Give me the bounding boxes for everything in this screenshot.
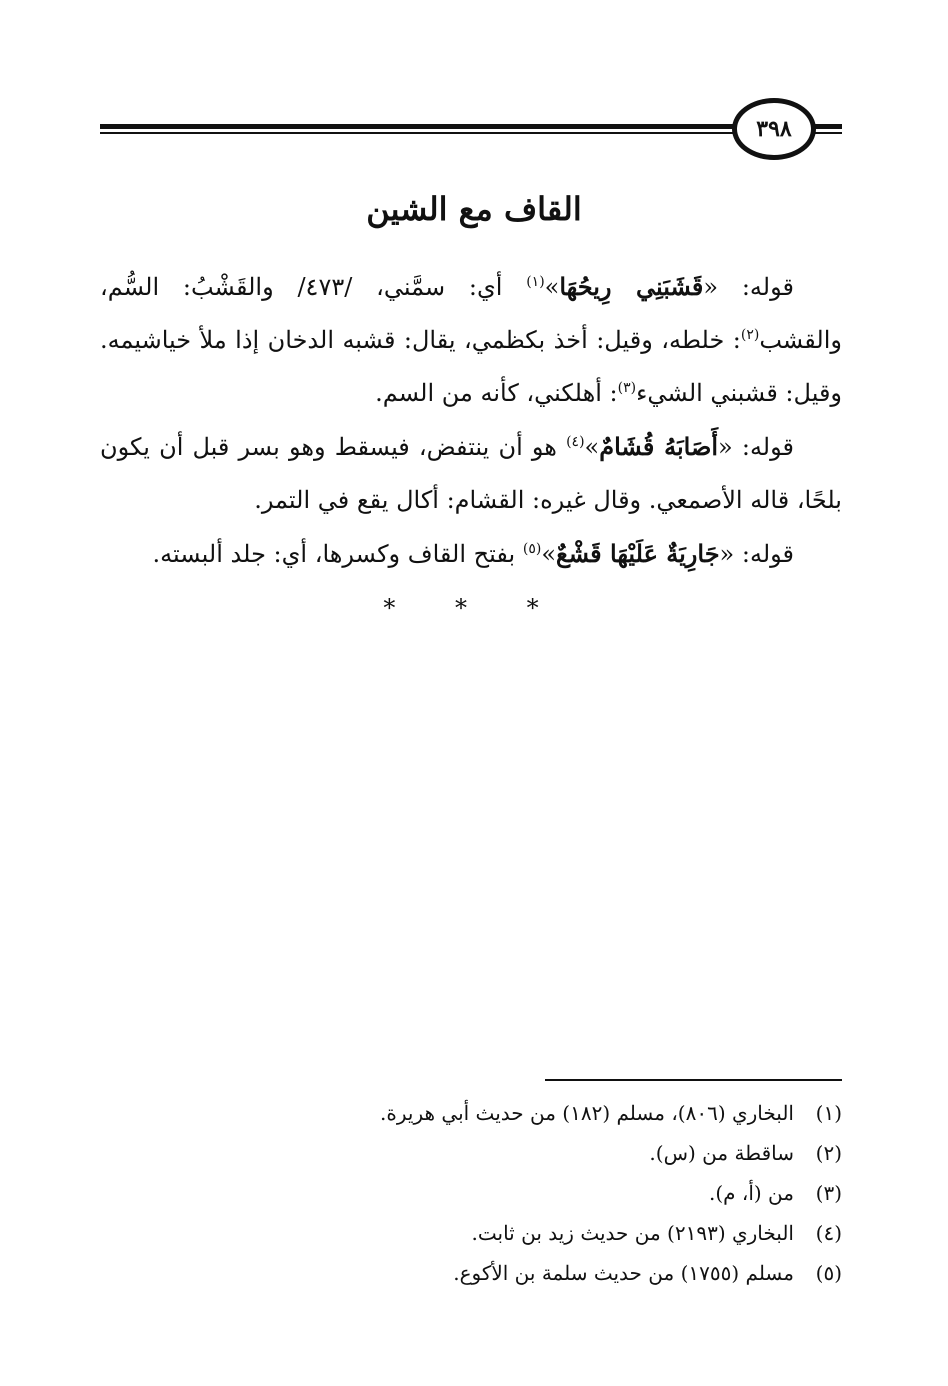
footnote-item [300,1253,842,1293]
entry-lead: قوله: « [719,540,794,568]
footnote-text: البخاري (٢١٩٣) من حديث زيد بن ثابت. [471,1221,794,1245]
footnote-number: (٣) [815,1181,842,1205]
entry-qusham [100,420,842,527]
footnote-divider [545,1079,842,1081]
section-separator: * * * [383,594,565,622]
page-number-badge [732,98,816,160]
entry-quote-close: » [584,433,600,461]
footnote-text: مسلم (١٧٥٥) من حديث سلمة بن الأكوع. [453,1261,794,1285]
entry-text: هو أن ينتفض، فيسقط وهو بسر قبل أن يكون بلحًا، قاله الأصمعي. وقال غيره: القشام: أكال يقع في التمر. [100,433,842,514]
footnote-number: (٥) [815,1261,842,1285]
footnote-text: ساقطة من (س). [649,1141,794,1165]
footnote-text: من (أ، م). [708,1181,794,1205]
footnote-ref[interactable]: (٢) [740,327,760,343]
entry-text: : أهلكني، كأنه من السم. [375,379,618,407]
chapter-title: القاف مع الشين [366,190,582,228]
header-rule-thin [100,132,842,134]
footnotes [300,1093,842,1293]
entry-text: أي: سمَّني، /٤٧٣/ والقَشْبُ: السُّم، والقشب [100,273,842,354]
footnote-number: (٢) [815,1141,842,1165]
footnote-ref[interactable]: (١) [526,274,545,290]
entry-qashabani [100,260,842,420]
entry-text: بفتح القاف وكسرها، أي: جلد ألبسته. [152,540,523,568]
footnote-number: (٤) [815,1221,842,1245]
entry-quote-close: » [541,540,556,568]
footnote-item [300,1093,842,1133]
footnote-item [300,1213,842,1253]
entry-quote: أَصَابَهُ قُشَامٌ [599,432,719,461]
footnote-ref[interactable]: (٤) [566,434,585,450]
footnote-number: (١) [815,1101,842,1125]
entry-quote-close: » [544,273,560,301]
entry-quote: قَشَبَنِي رِيحُهَا [559,272,704,301]
entry-lead: قوله: « [703,273,794,301]
entry-lead: قوله: « [718,433,794,461]
footnote-text: البخاري (٨٠٦)، مسلم (١٨٢) من حديث أبي هريرة. [380,1101,794,1125]
footnote-item [300,1133,842,1173]
page-number: ٣٩٨ [756,116,792,142]
footnote-ref[interactable]: (٣) [617,380,637,396]
entry-quote: جَارِيَةٌ عَلَيْهَا قَشْعٌ [556,539,720,568]
entry-qash [100,527,842,581]
entry-text: : خلطه، وقيل: أخذ بكظمي، يقال: قشبه الدخان إذا ملأ خياشيمه. وقيل: قشبني الشيء [100,326,842,407]
header-rule-thick [100,124,842,129]
footnote-ref[interactable]: (٥) [522,541,542,557]
footnote-item [300,1173,842,1213]
body-text [100,260,842,581]
